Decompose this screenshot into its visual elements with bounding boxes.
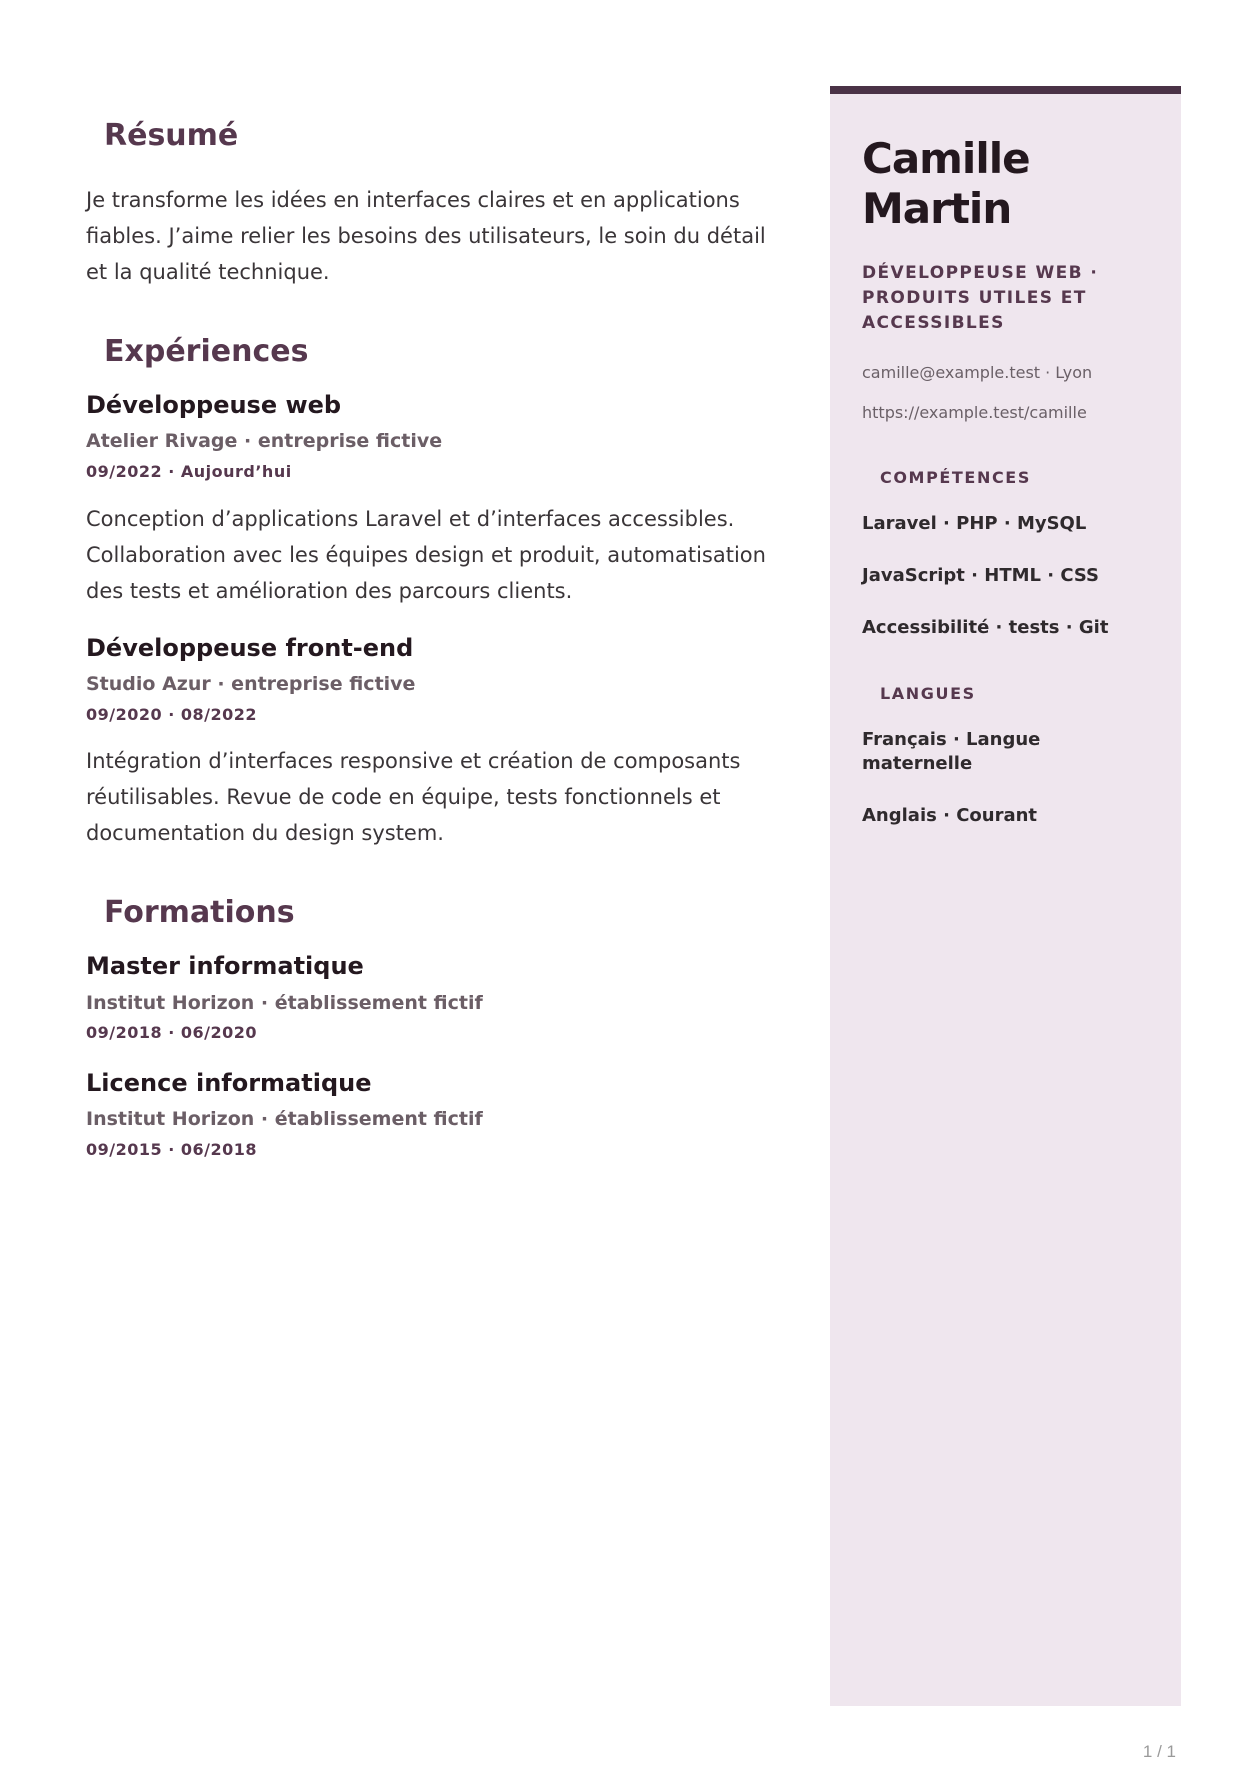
experience-entry bbox=[86, 633, 776, 852]
candidate-name: Camille Martin bbox=[862, 134, 1030, 234]
job-title: Développeuse front-end bbox=[86, 633, 414, 662]
experience-list bbox=[86, 390, 776, 851]
skills-list bbox=[862, 512, 1149, 640]
job-description: Conception d’applications Laravel et d’interfaces accessibles. Collaboration avec les équipes design et produit, automatisation des tests et amélioration des parcours clients. bbox=[86, 506, 766, 603]
job-title: Développeuse web bbox=[86, 391, 342, 419]
education-heading: Formations bbox=[104, 895, 295, 931]
skills-heading: COMPÉTENCES bbox=[880, 467, 1031, 487]
summary-section bbox=[86, 118, 776, 290]
education-entry bbox=[86, 951, 776, 1044]
language-item: Anglais · Courant bbox=[862, 804, 1038, 826]
experience-heading: Expériences bbox=[104, 334, 309, 369]
sidebar-content bbox=[830, 94, 1181, 828]
skill-item: JavaScript · HTML · CSS bbox=[862, 564, 1100, 586]
page-number: 1 / 1 bbox=[1142, 1742, 1176, 1761]
education-entry bbox=[86, 1068, 776, 1161]
languages-heading: LANGUES bbox=[880, 683, 976, 703]
languages-list bbox=[862, 728, 1149, 828]
contact-website: https://example.test/camille bbox=[862, 402, 1087, 422]
job-dates: 09/2020 · 08/2022 bbox=[86, 704, 257, 724]
school-name: Institut Horizon · établissement fictif bbox=[86, 1108, 483, 1131]
experience-section bbox=[86, 334, 776, 851]
contact-email-city: camille@example.test · Lyon bbox=[862, 362, 1093, 382]
job-company: Studio Azur · entreprise fictive bbox=[86, 672, 416, 695]
skill-item: Laravel · PHP · MySQL bbox=[862, 512, 1087, 534]
job-dates: 09/2022 · Aujourd’hui bbox=[86, 461, 292, 481]
degree-title: Master informatique bbox=[86, 952, 364, 981]
degree-title: Licence informatique bbox=[86, 1069, 372, 1098]
education-list bbox=[86, 951, 776, 1160]
job-company: Atelier Rivage · entreprise fictive bbox=[86, 430, 443, 453]
education-dates: 09/2015 · 06/2018 bbox=[86, 1139, 257, 1159]
candidate-headline: DÉVELOPPEUSE WEB · PRODUITS UTILES ET ACCESSIBLES bbox=[862, 262, 1099, 333]
education-dates: 09/2018 · 06/2020 bbox=[86, 1023, 257, 1043]
main-column bbox=[86, 118, 776, 1205]
job-description: Intégration d’interfaces responsive et création de composants réutilisables. Revue de code en équipe, tests fonctionnels et documentation du design system. bbox=[86, 749, 741, 846]
profile-sidebar bbox=[830, 86, 1181, 1706]
education-section bbox=[86, 895, 776, 1160]
experience-entry bbox=[86, 390, 776, 609]
language-item: Français · Langue maternelle bbox=[862, 728, 1041, 774]
skill-item: Accessibilité · tests · Git bbox=[862, 616, 1109, 638]
summary-heading: Résumé bbox=[104, 118, 239, 153]
summary-text: Je transforme les idées en interfaces claires et en applications fiables. J’aime relier les besoins des utilisateurs, le soin du détail et la qualité technique. bbox=[86, 188, 766, 284]
school-name: Institut Horizon · établissement fictif bbox=[86, 991, 483, 1014]
